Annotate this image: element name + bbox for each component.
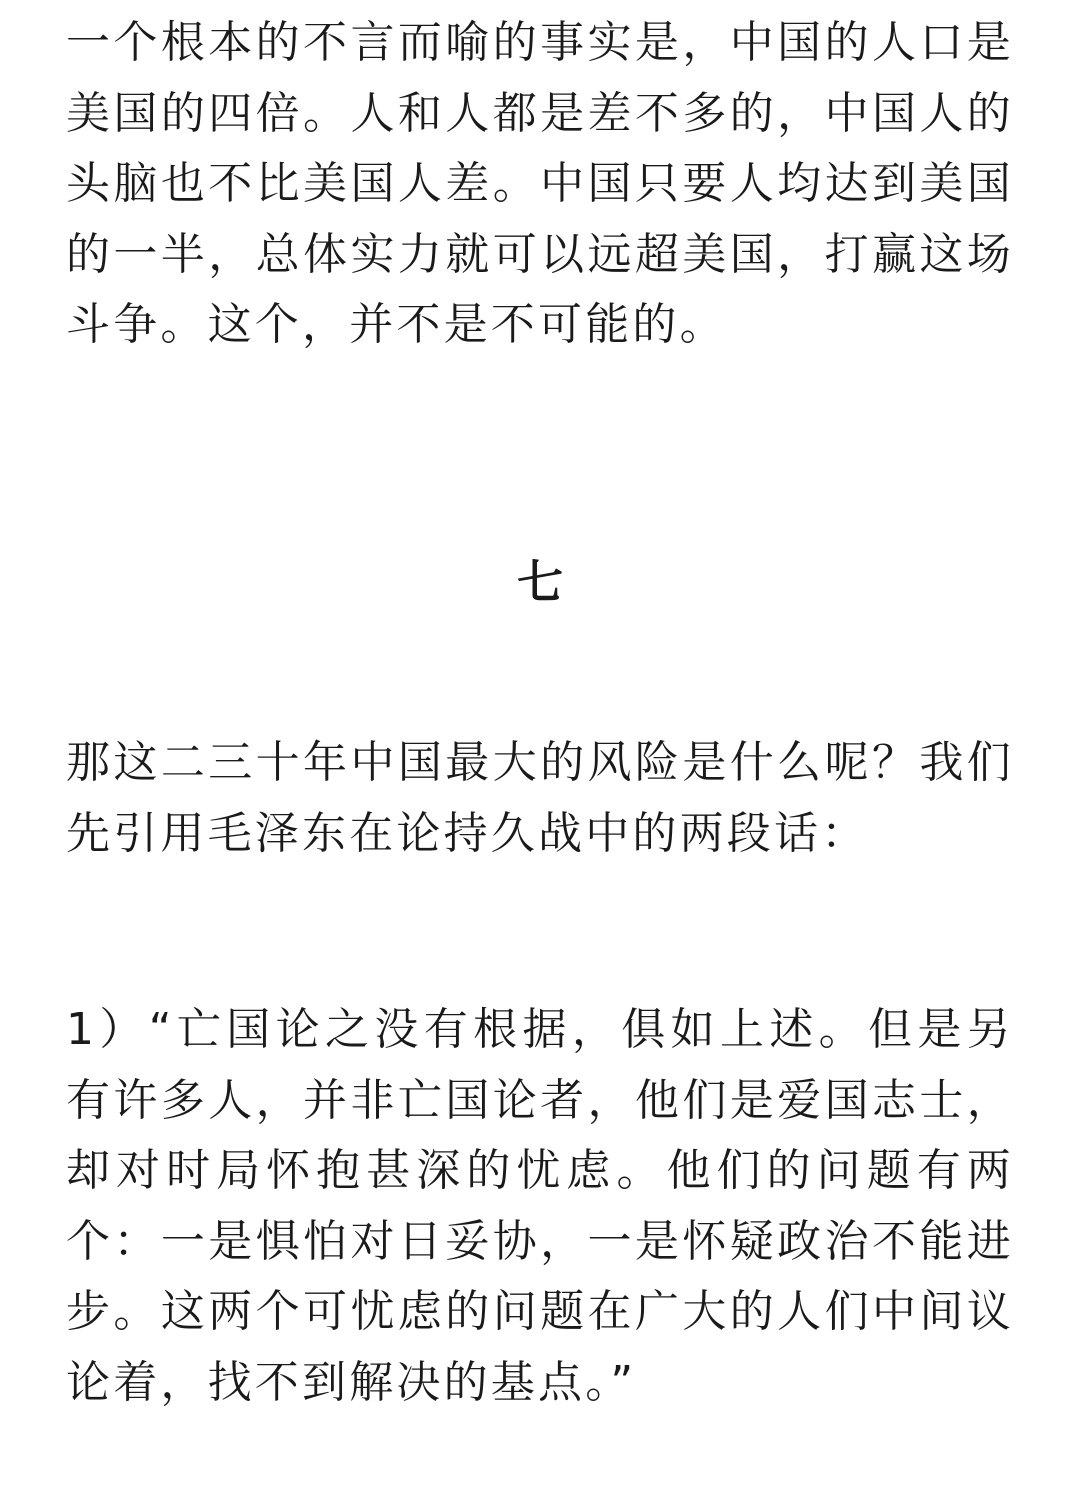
paragraph-biggest-risk: 那这二三十年中国最大的风险是什么呢？我们先引用毛泽东在论持久战中的两段话：: [66, 737, 1014, 859]
paragraph-mao-quote: 1）“亡国论之没有根据，俱如上述。但是另有许多人，并非亡国论者，他们是爱国志士，却对时局怀抱甚深的忧虑。他们的问题有两个：一是惧怕对日妥协，一是怀疑政治不能进步。这两个可忧虑的问题在广大的人们中间议论着，找不到解决的基点。”: [66, 1004, 1014, 1408]
section-heading-seven: 七: [517, 555, 563, 609]
paragraph-population-fact: 一个根本的不言而喻的事实是，中国的人口是美国的四倍。人和人都是差不多的，中国人的头脑也不比美国人差。中国只要人均达到美国的一半，总体实力就可以远超美国，打赢这场斗争。这个，并不是不可能的。: [66, 17, 1014, 350]
